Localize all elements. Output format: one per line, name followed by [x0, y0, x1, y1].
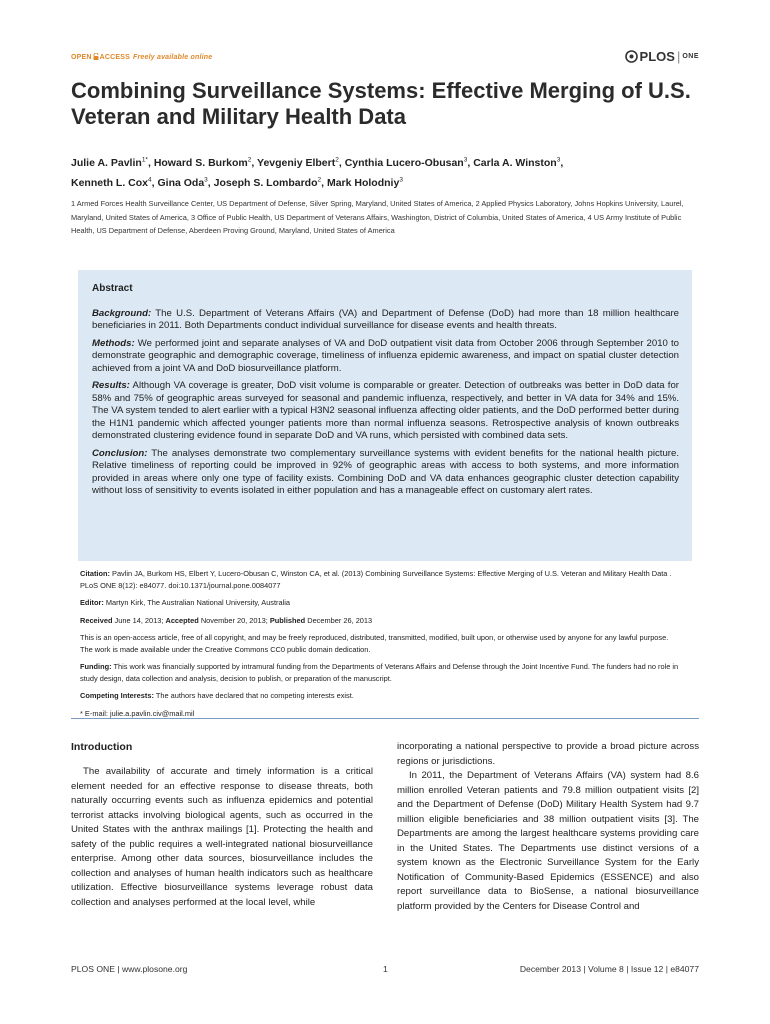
- author-separator: ,: [467, 156, 474, 169]
- page-number: 1: [383, 964, 388, 974]
- body-paragraph: In 2011, the Department of Veterans Affairs (VA) system had 8.6 million enrolled Veteran patients and 79.8 million outpatient visits [2] and the Department of Defense (DoD) Military Health System had 9.7 million eligible beneficiaries and 38 million outpatient visits [3]. The Departments are among the largest healthcare systems providing care in the United States. The Departments use distinct versions of a system known as the Electronic Surveillance System for the Early Notification of Community-Based Epidemics (ESSENCE) and also report surveillance data to BioSense, a national biosurveillance platform provided by the Centers for Disease Control and: [397, 770, 699, 912]
- author-name: Gina Oda: [157, 177, 205, 189]
- open-lock-icon: [93, 53, 99, 60]
- author-separator: ,: [147, 156, 154, 169]
- author-name: Joseph S. Lombardo: [213, 177, 318, 189]
- article-title: Combining Surveillance Systems: Effective Merging of U.S. Veteran and Military Health Data: [71, 78, 691, 129]
- author-affiliation-marker: 3: [463, 156, 468, 163]
- author-name: Julie A. Pavlin: [71, 156, 142, 169]
- abstract-conclusion: Conclusion: The analyses demonstrate two complementary surveillance systems with evident benefits for the national health picture. Relative timeliness of reporting could be improved in 92% of geographic areas with access to both systems, and more information provided in areas where only one type of facility exists. Combining DoD and VA data enhances geographic cluster detection capability without loss of sensitivity to events isolated in either population and has a manageable effect on customary alert rates.: [92, 447, 679, 496]
- author: [157, 177, 213, 189]
- author: [345, 157, 473, 169]
- competing-interests: Competing Interests: The authors have declared that no competing interests exist.: [80, 691, 354, 700]
- author-name: Mark Holodniy: [326, 177, 400, 189]
- body-left-column: [71, 740, 373, 910]
- page-footer: [71, 964, 699, 978]
- body-paragraph: incorporating a national perspective to provide a broad picture across regions or jurisdictions.: [397, 741, 699, 767]
- editor: Editor: Martyn Kirk, The Australian National University, Australia: [80, 598, 291, 607]
- plos-logo-text: PLOS: [639, 49, 675, 64]
- author-affiliation-marker: 3: [399, 176, 403, 184]
- author-separator: ,: [560, 156, 564, 169]
- body-right-column: [397, 740, 699, 914]
- author-affiliation-marker: 2: [335, 156, 339, 163]
- section-divider: [71, 718, 699, 719]
- author-affiliation-marker: 3: [204, 176, 208, 184]
- author: [154, 157, 257, 169]
- introduction-heading: Introduction: [71, 741, 133, 753]
- author: [257, 157, 345, 169]
- author-affiliation-marker: 1*: [141, 156, 148, 163]
- author-name: Kenneth L. Cox: [71, 177, 149, 189]
- freely-available-label: Freely available online: [133, 54, 213, 61]
- abstract-methods: Methods: We performed joint and separate analyses of VA and DoD outpatient visit data from October 2006 through September 2010 to demonstrate geographic and demographic coverage, timeliness of influenza epidemic awareness, and impact on spatial cluster detection achieved from a joint VA and DoD biosurveillance platform.: [92, 337, 679, 374]
- footer-issue: December 2013 | Volume 8 | Issue 12 | e84077: [519, 964, 699, 974]
- author-name: Cynthia Lucero-Obusan: [344, 156, 464, 169]
- one-logo-text: ONE: [682, 53, 699, 60]
- author-name: Howard S. Burkom: [153, 156, 248, 169]
- dates: Received June 14, 2013; Accepted November 20, 2013; Published December 26, 2013: [80, 615, 373, 625]
- author: [473, 157, 563, 169]
- plos-one-logo: PLOS | $^{ONE}$: [625, 49, 699, 64]
- author-separator: ,: [321, 177, 327, 189]
- article-metadata: [80, 568, 680, 725]
- access-label: ACCESS: [99, 54, 131, 61]
- abstract-results: Results: Although VA coverage is greater, DoD visit volume is comparable or greater. Detection of outbreaks was better in DoD data for 58% and 75% of geographic areas surveyed for seasonal and pandemic influenza, respectively, and better in VA data for 34% and 15%. The VA system tended to alert earlier with a typical H3N2 seasonal influenza affecting older patients, and the DoD performed better during the H1N1 pandemic which affected younger patients more than normal influenza seasons. Retrospective analysis of known outbreaks demonstrated clustering evidence found in separate DoD and VA runs, which persisted with combined data sets.: [92, 380, 679, 441]
- abstract: [92, 283, 679, 503]
- open-access-badge: [71, 53, 212, 61]
- author-affiliation-marker: 2: [317, 176, 322, 184]
- open-label: OPEN: [71, 54, 92, 61]
- author-separator: ,: [338, 156, 345, 169]
- journal-header: [71, 49, 699, 70]
- abstract-background: Background: The U.S. Department of Veterans Affairs (VA) and Department of Defense (DoD) had more than 18 million healthcare beneficiaries in 2011. Both Departments conduct individual surveillance for disease events and health threats.: [92, 307, 679, 331]
- funding: Funding: This work was financially supported by intramural funding from the Departments of Veterans Affairs and Defense through the Joint Incentive Fund. The funders had no role in study design, data collection and analysis, decision to publish, or preparation of the manuscript.: [80, 662, 679, 683]
- plos-logo-icon: [625, 50, 638, 63]
- author-separator: ,: [151, 177, 158, 189]
- email: * E-mail: julie.a.pavlin.civ@mail.mil: [80, 708, 195, 718]
- author-separator: ,: [207, 177, 214, 189]
- author-separator: ,: [251, 156, 258, 169]
- affiliations: 1 Armed Forces Health Surveillance Center, US Department of Defense, Silver Spring, Maryland, United States of America, 2 Applied Physics Laboratory, Johns Hopkins University, Laurel, Maryland, United States of America, 3 Office of Public Health, US Department of Veterans Affairs, Washington, District of Columbia, United States of America, 4 US Army Institute of Public Health, US Department of Defense, Aberdeen Proving Ground, Maryland, United States of America: [71, 199, 684, 235]
- author-list: [71, 151, 701, 192]
- body-paragraph: The availability of accurate and timely information is a critical element needed for an effective response to disease threats, both naturally occurring events such as influenza epidemics and potential terrorist attacks involving biological agents, such as occurred in the United States with the anthrax mailings [1]. Protecting the health and safety of the public requires a well-integrated national biosurveillance enterprise. Among other data sources, biosurveillance includes the collection and analyses of human health indicators such as healthcare utilization. Effective biosurveillance systems leverage robust data collection and analyses performed at the local level, while: [71, 766, 373, 908]
- author: [71, 157, 154, 169]
- author: [71, 177, 157, 189]
- author: [214, 177, 327, 189]
- author-name: Carla A. Winston: [473, 156, 557, 169]
- abstract-heading: Abstract: [92, 283, 133, 294]
- author-name: Yevgeniy Elbert: [257, 156, 336, 169]
- license: This is an open-access article, free of all copyright, and may be freely reproduced, distributed, transmitted, modified, built upon, or otherwise used by anyone for any lawful purpose. The work is made available under the Creative Commons CC0 public domain dedication.: [80, 633, 669, 654]
- author-affiliation-marker: 4: [148, 176, 152, 184]
- author-affiliation-marker: 2: [247, 156, 252, 163]
- footer-journal: PLOS ONE | www.plosone.org: [71, 964, 188, 974]
- citation: Citation: Pavlin JA, Burkom HS, Elbert Y, Lucero-Obusan C, Winston CA, et al. (2013) Combining Surveillance Systems: Effective Merging of U.S. Veteran and Military Health Data . PLoS ONE 8(12): e84077. doi:10.1371/journal.pone.0084077: [80, 569, 672, 590]
- author: [327, 177, 403, 189]
- author-affiliation-marker: 3: [556, 156, 561, 163]
